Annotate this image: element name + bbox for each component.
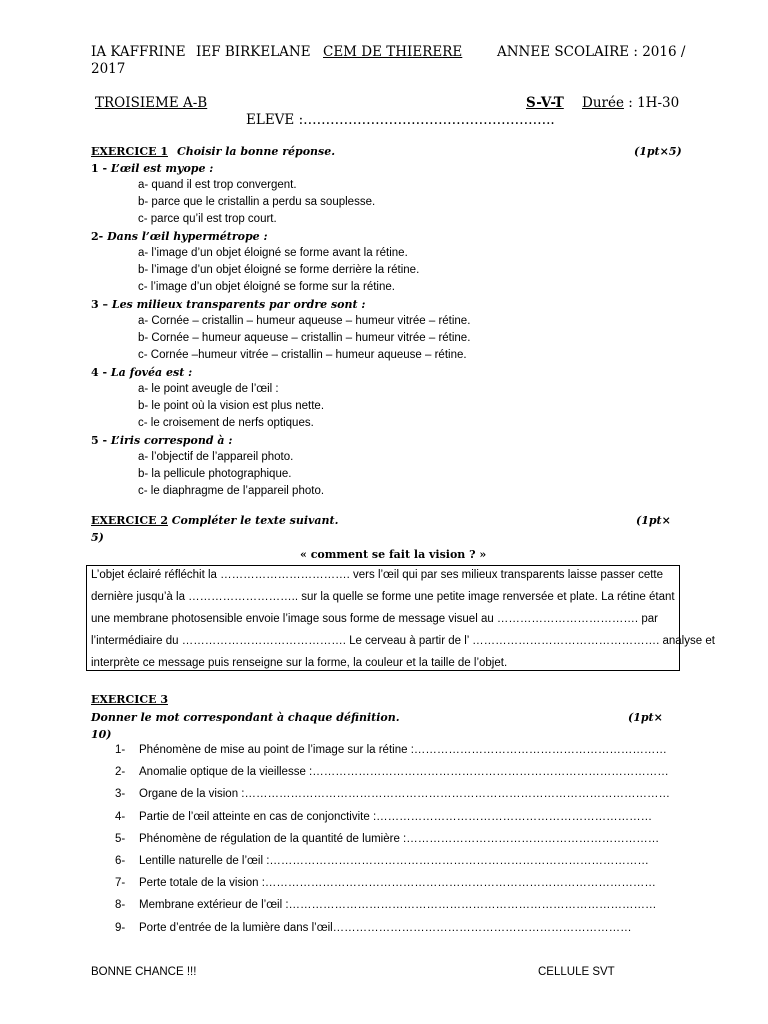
ex3-points: (1pt× (628, 711, 663, 724)
definition-item (115, 877, 656, 889)
definition-text: Perte totale de la vision :………………………………………………………………………………………… (139, 877, 656, 890)
duree-value: : 1H-30 (623, 95, 680, 111)
header-classe: TROISIEME A-B (95, 95, 208, 111)
answer-option: a- le point aveugle de l’œil : (138, 383, 279, 395)
answer-option: c- l’image d’un objet éloigné se forme sur la rétine. (138, 281, 395, 293)
definition-item (115, 744, 667, 756)
definition-item (115, 922, 632, 934)
header-matiere: S-V-T (526, 95, 564, 111)
answer-option: c- le diaphragme de l’appareil photo. (138, 485, 325, 497)
answer-option: c- Cornée –humeur vitrée – cristallin – humeur aqueuse – rétine. (138, 349, 467, 361)
definition-text: Partie de l’œil atteinte en cas de conjonctivite :……………………………………………………………… (139, 810, 653, 823)
definition-text: Organe de la vision :………………………………………………………………………………………………… (139, 788, 670, 801)
answer-option: a- l’objectif de l’appareil photo. (138, 451, 294, 463)
definition-number: 7- (115, 877, 126, 890)
ex1-points: (1pt×5) (634, 145, 682, 158)
definition-number: 3- (115, 788, 126, 801)
question-text: L’iris correspond à : (110, 434, 233, 447)
ex2-text-box (86, 565, 715, 671)
header-annee: ANNEE SCOLAIRE : 2016 / (497, 44, 686, 60)
ex2-heading (91, 514, 338, 527)
ex2-instruction: Compléter le texte suivant. (167, 514, 339, 527)
definition-text: Lentille naturelle de l’œil :……………………………………………………………………………………… (139, 855, 649, 867)
ex2-line: dernière jusqu’à la ……………………….. sur la quelle se forme une petite image renversée et plate. La rétine étant (91, 591, 675, 603)
question-text: La fovéa est : (110, 366, 193, 379)
footer-right: CELLULE SVT (538, 966, 615, 978)
ex2-points: (1pt× (636, 514, 671, 527)
ex2-line: L’objet éclairé réfléchit la ……………………………. vers l’œil qui par ses milieux transparents laisse passer cette (91, 569, 663, 581)
question-text: Les milieux transparents par ordre sont : (111, 298, 366, 311)
definition-number: 6- (115, 855, 126, 867)
ex1-question (91, 230, 268, 243)
ex2-points-end: 5) (91, 531, 104, 544)
definition-number: 4- (115, 810, 126, 823)
ex2-line: une membrane photosensible envoie l’image sous forme de message visuel au ………………………………. par (91, 613, 658, 625)
answer-option: b- l’image d’un objet éloigné se forme derrière la rétine. (138, 264, 420, 276)
definition-number: 2- (115, 766, 126, 779)
definition-text: Porte d’entrée de la lumière dans l’œil…………………………………………………………………… (139, 921, 632, 934)
definition-number: 9- (115, 921, 126, 934)
header-duree (582, 95, 679, 111)
header-ia: IA KAFFRINE (91, 44, 186, 60)
definition-item (115, 833, 659, 845)
ex3-instruction: Donner le mot correspondant à chaque définition. (91, 711, 400, 724)
ex1-question (91, 162, 213, 175)
definition-number: 8- (115, 899, 126, 912)
definition-number: 5- (115, 832, 126, 845)
ex3-title: EXERCICE 3 (91, 693, 168, 706)
ex3-points-end: 10) (91, 728, 112, 741)
definition-item (115, 766, 669, 778)
ex1-title: EXERCICE 1 (91, 145, 168, 158)
answer-option: c- parce qu’il est trop court. (138, 213, 277, 225)
answer-option: b- parce que le cristallin a perdu sa souplesse. (138, 196, 376, 208)
question-text: Dans l’œil hypermétrope : (107, 230, 268, 243)
question-text: L’œil est myope : (110, 162, 214, 175)
definition-text: Phénomène de régulation de la quantité de lumière :………………………………………………………… (139, 832, 660, 845)
ex1-instruction: Choisir la bonne réponse. (176, 145, 336, 158)
ex1-question (91, 434, 232, 447)
header-eleve: ELEVE :……………………………………………….. (246, 112, 555, 128)
answer-option: a- Cornée – cristallin – humeur aqueuse – humeur vitrée – rétine. (138, 315, 471, 327)
footer-left: BONNE CHANCE !!! (91, 966, 197, 978)
answer-option: c- le croisement de nerfs optiques. (138, 417, 314, 429)
answer-option: b- la pellicule photographique. (138, 468, 292, 480)
duree-label: Durée (582, 95, 624, 111)
question-number: 1 - (91, 162, 111, 175)
ex1-heading (91, 145, 335, 158)
answer-option: b- Cornée – humeur aqueuse – cristallin – humeur vitrée – rétine. (138, 332, 471, 344)
ex2-subtitle: « comment se fait la vision ? » (300, 548, 487, 561)
ex2-title: EXERCICE 2 (91, 514, 168, 527)
definition-text: Membrane extérieur de l’œil :…………………………………………………………………………………… (139, 899, 657, 912)
definition-text: Phénomène de mise au point de l’image sur la rétine :………………………………………………………… (139, 744, 667, 756)
definition-item (115, 899, 657, 911)
ex1-question (91, 298, 365, 311)
question-number: 2- (91, 230, 108, 243)
definition-number: 1- (115, 744, 126, 756)
definition-item (115, 811, 652, 823)
ex1-question (91, 366, 192, 379)
definition-item (115, 855, 649, 867)
definition-item (115, 788, 670, 800)
header-cem: CEM DE THIERERE (323, 44, 463, 60)
question-number: 5 - (91, 434, 111, 447)
ex2-line: l’intermédiaire du ……………………………………. Le cerveau à partir de l’ …………………………………………. analyse et (91, 635, 715, 647)
header-annee-end: 2017 (91, 61, 126, 77)
header-ief: IEF BIRKELANE (196, 44, 311, 60)
question-number: 3 – (91, 298, 112, 311)
question-number: 4 - (91, 366, 111, 379)
answer-option: b- le point où la vision est plus nette. (138, 400, 325, 412)
ex2-line: interprète ce message puis renseigne sur la forme, la couleur et la taille de l’objet. (91, 657, 508, 669)
answer-option: a- quand il est trop convergent. (138, 179, 297, 191)
definition-text: Anomalie optique de la vieillesse :………………………………………………………………………………… (139, 766, 669, 779)
answer-option: a- l’image d’un objet éloigné se forme avant la rétine. (138, 247, 408, 259)
